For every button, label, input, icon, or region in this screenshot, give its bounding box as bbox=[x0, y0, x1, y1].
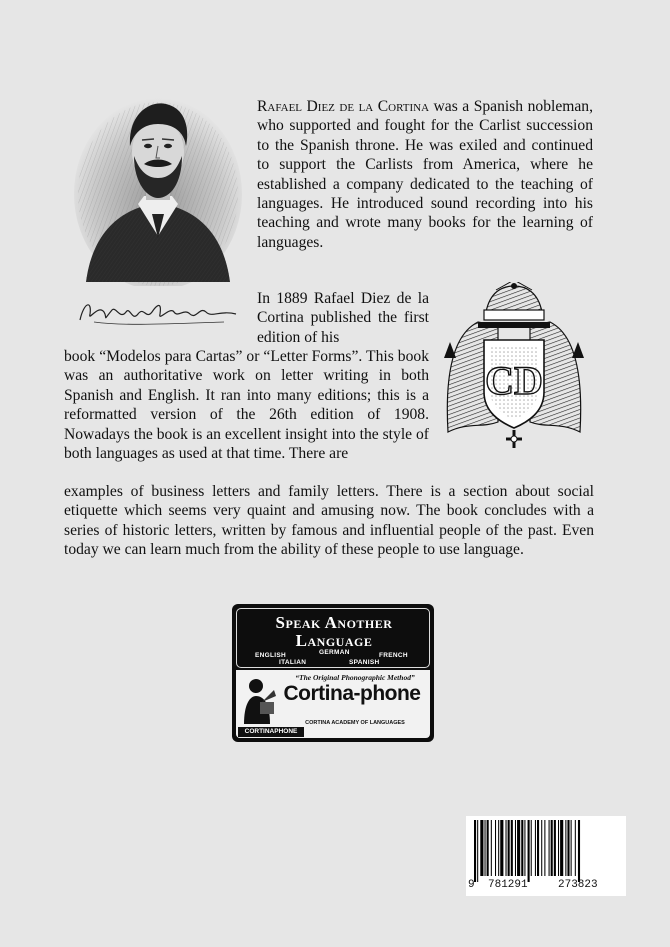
barcode-bar bbox=[531, 820, 532, 876]
coat-of-arms bbox=[438, 282, 590, 450]
barcode-bar bbox=[495, 820, 496, 876]
barcode-bar bbox=[511, 820, 513, 876]
ad-language-english: ENGLISH bbox=[255, 652, 286, 659]
barcode-bar bbox=[477, 820, 478, 882]
barcode-bar bbox=[474, 820, 476, 882]
ad-tagline: “The Original Phonographic Method” bbox=[295, 673, 415, 682]
barcode-bar bbox=[485, 820, 486, 876]
barcode-bar bbox=[551, 820, 553, 876]
author-portrait bbox=[74, 86, 242, 286]
ad-language-german: GERMAN bbox=[319, 649, 350, 656]
barcode-bar bbox=[506, 820, 507, 876]
barcode-bar bbox=[554, 820, 556, 876]
barcode-bar bbox=[549, 820, 550, 876]
barcode-bar bbox=[565, 820, 566, 876]
author-signature bbox=[74, 292, 242, 332]
book-description-part2: book “Modelos para Cartas” or “Letter Forms”. This book was an authoritative work on letter writing in both Spanish and English. It ran into many editions; this is a reformatted version of the 26th edition of 1908. Nowadays the book is an excellent insight into the style of both languages as used at that time. There are bbox=[64, 348, 429, 463]
ad-product-box bbox=[236, 670, 430, 738]
barcode-bar bbox=[498, 820, 499, 876]
ad-academy-name: CORTINA ACADEMY OF LANGUAGES bbox=[305, 720, 405, 726]
barcode-bar bbox=[541, 820, 542, 876]
barcode-bar bbox=[528, 820, 530, 882]
author-bio bbox=[257, 97, 593, 252]
book-description-part1: In 1889 Rafael Diez de la Cortina published the first edition of his bbox=[257, 290, 429, 346]
phonograph-listener-illustration bbox=[240, 674, 276, 724]
ad-language-italian: ITALIAN bbox=[279, 659, 307, 666]
barcode-bars bbox=[474, 820, 618, 882]
barcode-bar bbox=[487, 820, 489, 876]
barcode-bar bbox=[571, 820, 572, 876]
barcode-bar bbox=[517, 820, 520, 876]
barcode-bar bbox=[544, 820, 545, 876]
author-bio-text: was a Spanish nobleman, who supported and fought for the Carlist succession to the Spanish throne. He was exiled and continued to support the Carlists from America, where he established a company dedicated to the teaching of languages. He introduced sound recording into his teaching and wrote many books for the learning of languages. bbox=[257, 98, 593, 251]
author-name: Rafael Diez de la Cortina bbox=[257, 98, 430, 115]
ad-language-french: FRENCH bbox=[379, 652, 408, 659]
ad-headline-1: Speak Another bbox=[275, 613, 393, 632]
barcode-bar bbox=[500, 820, 503, 876]
isbn-barcode bbox=[466, 816, 626, 896]
barcode-bar bbox=[558, 820, 559, 876]
barcode-bar bbox=[535, 820, 536, 876]
barcode-digits-right: 273823 bbox=[558, 879, 598, 891]
barcode-bar bbox=[560, 820, 563, 876]
ad-headline-box bbox=[236, 608, 430, 668]
barcode-bar bbox=[491, 820, 492, 876]
ad-product-name: Cortina-phone bbox=[283, 682, 421, 705]
barcode-bar bbox=[515, 820, 516, 876]
ad-badge: CORTINAPHONE bbox=[238, 727, 304, 737]
monogram: CD bbox=[485, 358, 543, 403]
barcode-bar bbox=[578, 820, 580, 882]
barcode-digits-left: 781291 bbox=[488, 879, 528, 891]
barcode-bar bbox=[521, 820, 523, 876]
barcode-bar bbox=[524, 820, 525, 876]
ad-language-spanish: SPANISH bbox=[349, 659, 380, 666]
ad-headline-2: Language bbox=[295, 631, 373, 650]
barcode-bar bbox=[508, 820, 510, 876]
barcode-digit-lead: 9 bbox=[468, 879, 475, 891]
barcode-bar bbox=[480, 820, 483, 876]
barcode-bar bbox=[567, 820, 569, 876]
barcode-bar bbox=[575, 820, 576, 876]
book-description-part3: examples of business letters and family letters. There is a section about social etiquette which seems very quaint and amusing now. The book concludes with a series of historic letters, written by famous and influential people of the past. Even today we can learn much from the ability of these people to use language. bbox=[64, 483, 594, 559]
barcode-bar bbox=[537, 820, 539, 876]
cortinaphone-advertisement bbox=[232, 604, 434, 742]
